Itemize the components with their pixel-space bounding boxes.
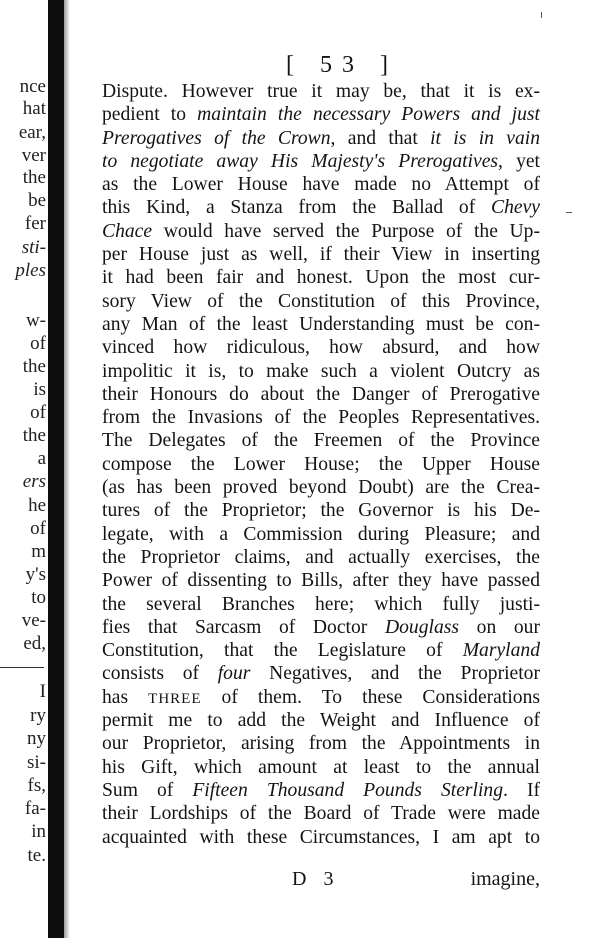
text-line [102, 406, 540, 429]
gutter-shadow [64, 0, 70, 938]
text-run: . If [503, 779, 540, 801]
text-line [102, 103, 540, 126]
catchword: imagine, [470, 868, 540, 890]
adjacent-page-word: I [39, 681, 46, 702]
adjacent-page-word: hat [22, 98, 46, 119]
text-line [102, 173, 540, 196]
text-line [102, 429, 540, 452]
text-run: acquainted with these Circumstances, I am apt to [102, 826, 540, 848]
adjacent-page-word: sti- [21, 237, 46, 258]
text-line [102, 569, 540, 592]
text-line [102, 313, 540, 336]
adjacent-page-word: si- [27, 752, 46, 773]
text-run: has [102, 686, 149, 708]
text-run: legate, with a Commission during Pleasure; and [102, 523, 540, 545]
text-line [102, 220, 540, 243]
text-run: per House just as well, if their View in inserting [102, 244, 540, 266]
text-run: Negatives, and the Proprietor [250, 663, 540, 685]
text-line [102, 732, 540, 755]
text-line [102, 826, 540, 849]
italic-run: Chace [102, 220, 153, 242]
text-run: would have served the Purpose of the Up- [152, 220, 540, 242]
text-run: our Proprietor, arising from the Appointments in [102, 733, 540, 755]
text-line [102, 499, 540, 522]
text-run: fies that Sarcasm of Doctor [102, 616, 385, 638]
text-line [102, 360, 540, 383]
text-run: as the Lower House have made no Attempt of [102, 174, 540, 196]
text-line [102, 336, 540, 359]
text-run: vinced how ridiculous, how absurd, and how [102, 337, 540, 359]
text-line [102, 523, 540, 546]
adjacent-page-word: ples [15, 260, 46, 281]
text-run: from the Invasions of the Peoples Representatives. [102, 407, 540, 429]
adjacent-page-word: a [37, 448, 46, 469]
text-line [102, 196, 540, 219]
italic-run: four [217, 663, 251, 685]
text-line [102, 290, 540, 313]
text-line [102, 150, 540, 173]
text-line [102, 686, 540, 709]
text-run: permit me to add the Weight and Influence of [102, 710, 540, 732]
text-run: impolitic it is, to make such a violent Outcry as [102, 360, 540, 382]
text-line [102, 709, 540, 732]
adjacent-page-rule [0, 667, 44, 668]
text-line [102, 639, 540, 662]
text-line [102, 266, 540, 289]
text-run: on our [459, 616, 540, 638]
adjacent-page-word: fs, [27, 775, 46, 796]
italic-run: Prerogatives of the Crown [102, 127, 331, 149]
italic-run: Fifteen Thousand Pounds Sterling [192, 779, 504, 801]
text-run: the several Branches here; which fully justi- [102, 593, 540, 615]
adjacent-page-word: he [28, 495, 46, 516]
text-line [102, 80, 540, 103]
adjacent-page-word: ear, [18, 122, 46, 143]
adjacent-page-word: y's [25, 564, 46, 585]
text-run: Dispute. However true it may be, that it is ex- [102, 81, 540, 102]
text-line [102, 453, 540, 476]
adjacent-page-word: ry [30, 705, 46, 726]
text-line [102, 127, 540, 150]
italic-run: to negotiate away His Majesty's Prerogatives [102, 150, 499, 172]
text-run: tures of the Proprietor; the Governor is his De- [102, 500, 540, 522]
text-run: compose the Lower House; the Upper House [102, 453, 540, 475]
text-run: (as has been proved beyond Doubt) are the Crea- [102, 477, 540, 499]
ink-speck [566, 212, 572, 213]
adjacent-page-word: in [31, 821, 46, 842]
text-run: his Gift, which amount at least to the annual [102, 756, 540, 778]
italic-run: Chevy [491, 197, 540, 219]
body-text [102, 80, 540, 849]
adjacent-page-word: be [28, 190, 46, 211]
text-run: Sum of [102, 779, 193, 801]
adjacent-page-word: ed, [23, 633, 46, 654]
text-run: any Man of the least Understanding must be con- [102, 313, 540, 335]
adjacent-page-word: ny [27, 728, 46, 749]
text-line [102, 383, 540, 406]
text-run: , yet [498, 150, 541, 172]
text-run: the Proprietor claims, and actually exercises, the [102, 546, 540, 568]
adjacent-page-word: of [30, 402, 46, 423]
text-line [102, 593, 540, 616]
text-run: Power of dissenting to Bills, after they have passed [102, 570, 540, 592]
text-run: it had been fair and honest. Upon the most cur- [102, 267, 540, 289]
text-run: their Lordships of the Board of Trade were made [102, 803, 540, 825]
adjacent-page-word: fa- [24, 798, 46, 819]
ink-speck [541, 12, 542, 18]
adjacent-page-word: is [33, 379, 46, 400]
italic-run: it is in vain [430, 127, 540, 149]
adjacent-page-word: of [30, 518, 46, 539]
text-line [102, 756, 540, 779]
adjacent-page-word: ers [22, 471, 46, 492]
text-run: of them. To these Considerations [201, 686, 540, 708]
text-run: their Honours do about the Danger of Prerogative [102, 383, 540, 405]
text-line [102, 546, 540, 569]
adjacent-page-word: fer [24, 213, 46, 234]
text-line [102, 662, 540, 685]
text-run: , and that [330, 127, 431, 149]
text-run: The Delegates of the Freemen of the Province [102, 430, 540, 452]
italic-run: Maryland [462, 640, 540, 662]
adjacent-page-word: ver [21, 145, 46, 166]
text-line [102, 616, 540, 639]
adjacent-page-word: to [31, 587, 46, 608]
text-run: consists of [102, 663, 218, 685]
signature-mark: D 3 [292, 868, 340, 890]
italic-run: Douglass [384, 616, 460, 638]
text-line [102, 243, 540, 266]
adjacent-page-word: the [22, 167, 46, 188]
text-line [102, 779, 540, 802]
adjacent-page-word: te. [27, 845, 46, 866]
text-run: Constitution, that the Legislature of [102, 640, 463, 662]
page-number: [ 53 ] [286, 52, 398, 78]
text-line [102, 802, 540, 825]
text-run: sory View of the Constitution of this Province, [102, 290, 540, 312]
adjacent-page-word: the [22, 356, 46, 377]
adjacent-page-word: the [22, 425, 46, 446]
text-run: pedient to [102, 104, 198, 126]
adjacent-page-word: w- [25, 310, 46, 331]
adjacent-page-word: ve- [21, 610, 46, 631]
page-footer [102, 868, 540, 894]
book-gutter [48, 0, 64, 938]
adjacent-page-word: m [31, 541, 46, 562]
text-line [102, 476, 540, 499]
adjacent-page-word: of [30, 333, 46, 354]
small-caps-run: THREE [148, 690, 202, 707]
italic-run: maintain the necessary Powers and just [197, 104, 540, 126]
adjacent-page-word: nce [19, 76, 46, 97]
text-run: this Kind, a Stanza from the Ballad of [102, 197, 492, 219]
adjacent-page-fragment [0, 0, 48, 938]
